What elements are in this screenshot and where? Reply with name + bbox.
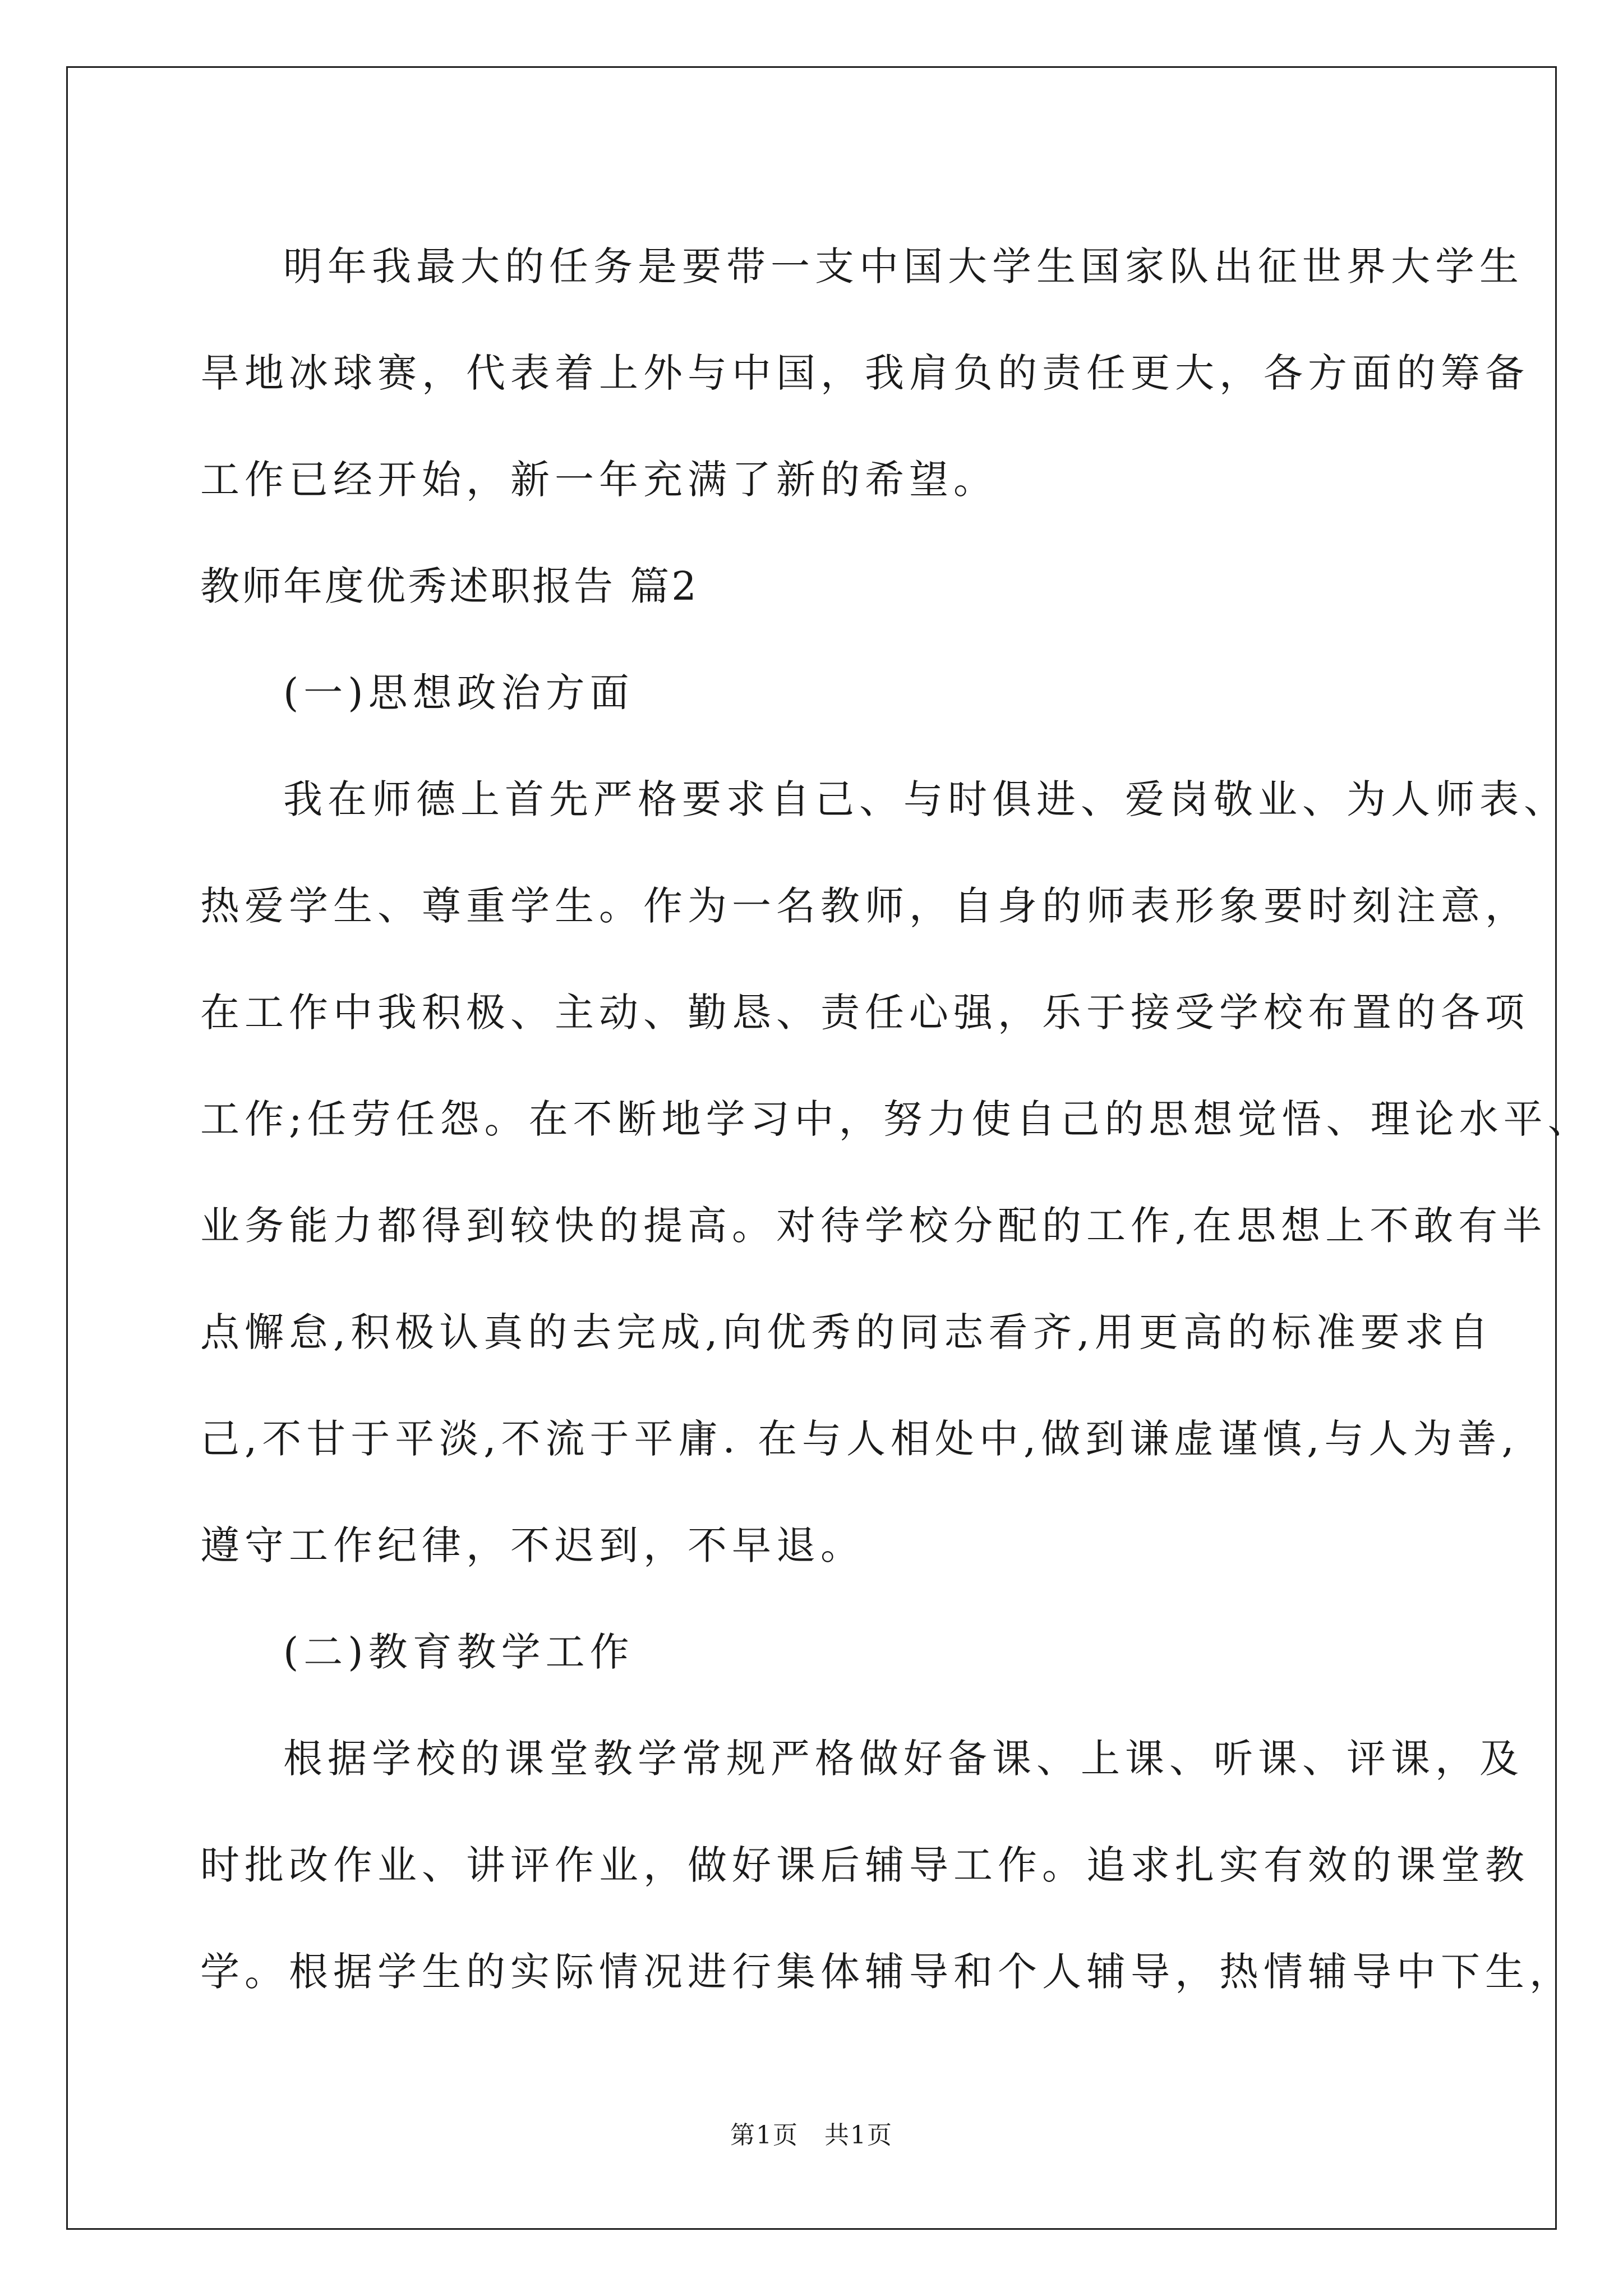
section-heading: 教师年度优秀述职报告 篇2 [200,563,699,609]
paragraph-line: 工作已经开始，新一年充满了新的希望。 [200,457,998,503]
paragraph-line: 工作;任劳任怨。在不断地学习中，努力使自己的思想觉悟、理论水平、 [200,1096,1592,1142]
paragraph-line: 热爱学生、尊重学生。作为一名教师，自身的师表形象要时刻注意， [200,883,1529,929]
paragraph-line: 在工作中我积极、主动、勤恳、责任心强，乐于接受学校布置的各项 [200,990,1529,1036]
paragraph-line: 业务能力都得到较快的提高。对待学校分配的工作,在思想上不敢有半 [200,1203,1547,1249]
paragraph-line: 根据学校的课堂教学常规严格做好备课、上课、听课、评课，及 [283,1736,1524,1782]
paragraph-line: 我在师德上首先严格要求自己、与时俱进、爱岗敬业、为人师表、 [283,776,1568,822]
document-body [200,213,1592,2025]
paragraph-line: 己,不甘于平淡,不流于平庸. 在与人相处中,做到谦虚谨慎,与人为善, [200,1416,1519,1462]
paragraph-line: 旱地冰球赛，代表着上外与中国，我肩负的责任更大，各方面的筹备 [200,350,1529,396]
subsection-heading: (一)思想政治方面 [283,670,634,716]
paragraph-line: 遵守工作纪律，不迟到，不早退。 [200,1522,865,1568]
page-footer: 第1页 共1页 [730,2121,893,2150]
paragraph-line: 时批改作业、讲评作业，做好课后辅导工作。追求扎实有效的课堂教 [200,1842,1529,1888]
paragraph-line: 点懈怠,积极认真的去完成,向优秀的同志看齐,用更高的标准要求自 [200,1309,1493,1355]
subsection-heading: (二)教育教学工作 [283,1629,634,1675]
paragraph-line: 学。根据学生的实际情况进行集体辅导和个人辅导，热情辅导中下生， [200,1949,1574,1995]
paragraph-line: 明年我最大的任务是要带一支中国大学生国家队出征世界大学生 [283,243,1524,289]
